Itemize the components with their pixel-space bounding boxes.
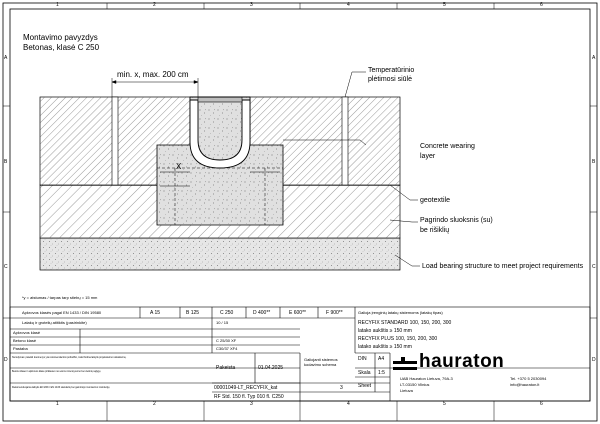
top-dimension <box>112 78 198 97</box>
brand-address-2: LT-03150 Vilnius <box>400 382 430 387</box>
grid-col-1: 1 <box>56 2 59 8</box>
changed-date: 01.04.2025 <box>258 365 284 371</box>
grid-row-d: D <box>4 357 8 363</box>
grid-col-3: 3 <box>250 2 253 8</box>
callout-subbase-2: be rišiklių <box>420 227 450 234</box>
grid-row-b-right: B <box>592 159 596 165</box>
callout-wearing-layer-1: Concrete wearing <box>420 143 475 150</box>
grid-col-5-bottom: 5 <box>443 401 446 407</box>
class-a15: A 15 <box>150 310 161 316</box>
dimension-label: min. x, max. 200 cm <box>117 70 189 79</box>
grid-col-1-bottom: 1 <box>56 401 59 407</box>
grid-col-4: 4 <box>347 2 350 8</box>
load-bearing-layer <box>40 238 400 270</box>
row5-label: Pastaba <box>13 346 28 351</box>
grid-row-b: B <box>4 159 8 165</box>
callout-load-bearing: Load bearing structure to meet project requirements <box>422 263 584 270</box>
grid-col-5: 5 <box>443 2 446 8</box>
drawing-number: 00001049-LT_RECYFIX_kat <box>214 385 278 391</box>
din-label: DIN <box>358 356 367 362</box>
class-c250: C 250 <box>220 310 234 316</box>
sheet-label: Sheet <box>358 383 372 389</box>
scale-value: 1:5 <box>378 370 385 376</box>
grid-col-4-bottom: 4 <box>347 401 350 407</box>
grid-row-a-right: A <box>592 55 596 61</box>
grid-row-c-right: C <box>592 264 596 270</box>
callout-expansion-joint-1: Temperatūrinio <box>368 67 415 74</box>
grid-col-3-bottom: 3 <box>250 401 253 407</box>
callout-expansion-joint-2: plėtimosi siūlė <box>368 76 412 83</box>
drawing-title-line1: Montavimo pavyzdys <box>23 33 98 42</box>
grid-col-2-bottom: 2 <box>153 401 156 407</box>
brand-address-3: Lietuva <box>400 388 413 393</box>
expansion-joint-left <box>112 97 118 185</box>
row4-value: C 25/30 XF <box>216 338 237 343</box>
expansion-joint-right <box>342 97 348 185</box>
grid-col-2: 2 <box>153 2 156 8</box>
approval-note: Galiojanti sistemos kodavimo schema <box>304 357 338 367</box>
grid-row-c: C <box>4 264 8 270</box>
changed-label: Pakeista <box>216 365 236 371</box>
grid-col-6: 6 <box>540 2 543 8</box>
product-line-3: RECYFIX PLUS 100, 150, 200, 300 <box>358 336 438 342</box>
product-line-2: latako aukštis ≥ 150 mm <box>358 328 412 334</box>
callout-geotextile: geotextile <box>420 197 450 204</box>
callout-wearing-layer-2: layer <box>420 153 436 160</box>
product-note: Galioja įrenginių latakų sistemoms (latakų tipas) <box>358 310 443 315</box>
small-note-2: Betono klasė ir apkrovos klasė priklauso nuo eismo intensyvumo bei vietinių sąlygų. <box>12 369 101 373</box>
brand-phone: Tel. +370 5 2030094 <box>510 376 547 381</box>
scale-label: Skala <box>358 370 371 376</box>
standard-label: Apkrovos klasės pagal EN 1433 / DIN 19580 <box>22 310 102 315</box>
row2-value: 10 / 15 <box>216 320 229 325</box>
row4-label: Betono klasė <box>13 338 37 343</box>
product-line-1: RECYFIX STANDARD 100, 150, 200, 300 <box>358 320 452 326</box>
sheet-number: 3 <box>340 385 343 391</box>
grid-row-a: A <box>4 55 8 61</box>
product-line-4: latako aukštis ≥ 150 mm <box>358 344 412 350</box>
callout-subbase-1: Pagrindo sluoksnis (su) <box>420 217 493 224</box>
drawing-code: RF Std. 150 fl. Typ 010 fl. C250 <box>214 394 284 400</box>
small-note-3: Rekomenduojama laikytis EN 206 ir EN 1433 standartų bei gamintojo montavimo instrukcijų. <box>12 385 111 389</box>
brand-name: hauraton <box>419 351 505 372</box>
class-d400: D 400** <box>253 310 271 316</box>
grid-row-d-right: D <box>592 357 596 363</box>
row3-label: Apkrovos klasė <box>13 330 41 335</box>
grid-col-6-bottom: 6 <box>540 401 543 407</box>
grating <box>198 97 242 102</box>
brand-address-1: UAB Hauraton Lietuva, 79A-3 <box>400 376 453 381</box>
footnote: *y = atstumas / tarpas tarp stiebų = 15 mm <box>22 295 98 300</box>
row2-label: Latakų ir grotelių atitiktis (pasirinkite) <box>22 320 87 325</box>
class-e600: E 600** <box>289 310 306 316</box>
din-value: A4 <box>378 356 385 362</box>
class-f900: F 900** <box>326 310 343 316</box>
brand-email: info@hauraton.lt <box>510 382 540 387</box>
x-marker: X <box>176 162 182 171</box>
class-b125: B 125 <box>186 310 200 316</box>
row5-value: C30/37 XF4 <box>216 346 238 351</box>
small-note-1: Nurodymas: pateikti duomenys yra rekomendacinio pobūdžio, todėl būtina laikytis projektavimo reikalavimų. <box>12 355 127 359</box>
logo-mark-icon <box>393 357 417 373</box>
drawing-title-line2: Betonas, klasė C 250 <box>23 43 100 52</box>
